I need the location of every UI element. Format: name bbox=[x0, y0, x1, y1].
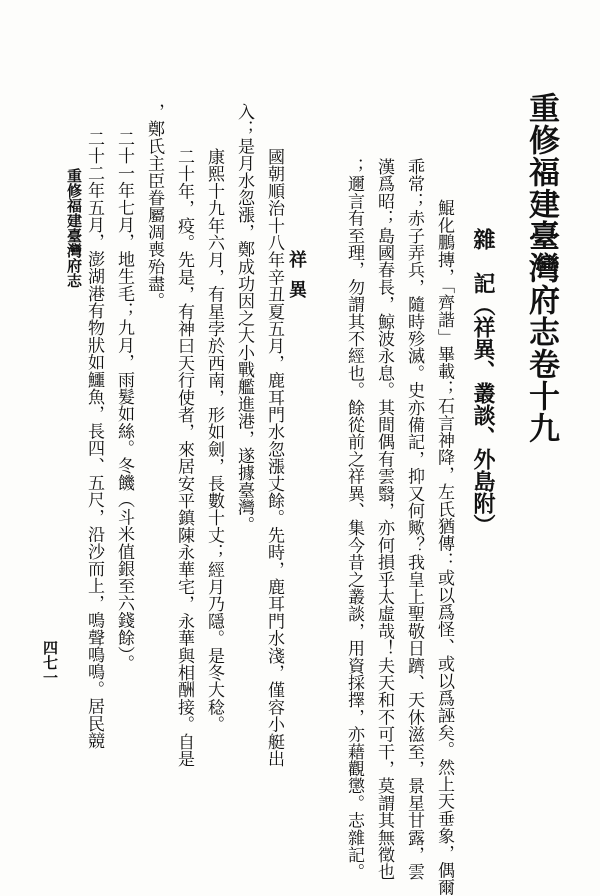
section-heading: 雜 記（祥異、叢談、外島附） bbox=[470, 228, 496, 536]
intro-column-2: 乖常；赤子弄兵，隨時殄滅。史亦備記，抑又何歟？我皇上聖敬日躋、天休滋至，景星甘露，雲 bbox=[404, 158, 424, 881]
intro-column-1: 鯤化鵬摶，「齊諧」畢載；石言神降，左氏猶傳：或以爲怪、或以爲誣矣。然上天垂象，偶爾 bbox=[434, 182, 454, 896]
entry-column-7: 二十二年五月，澎湖港有物狀如鱷魚，長四、五尺，沿沙而上，鳴聲鳴鳴。居民競 bbox=[84, 130, 104, 750]
intro-column-3: 漢爲昭；島國春長，鯨波永息。其間偶有雲翳，亦何損乎太虛哉！夫天和不可干，莫謂其無徵也 bbox=[374, 158, 394, 881]
entry-column-3: 康熙十九年六月，有星孛於西南，形如劍，長數十丈；經月乃隱。是冬大稔。 bbox=[204, 148, 224, 733]
volume-title: 重修福建臺灣府志卷十九 bbox=[523, 92, 559, 444]
entry-column-6: 二十一年七月，地生毛；九月，雨髮如絲。冬饑（斗米值銀至六錢餘）。 bbox=[114, 130, 134, 672]
margin-book-title: 重修福建臺灣府志 bbox=[65, 168, 83, 288]
subheading-auspicious-portents: 祥異 bbox=[286, 250, 307, 310]
page-number: 四七一 bbox=[41, 640, 59, 685]
intro-column-4: ；邇言有至理，勿謂其不經也。餘從前之祥異、集今昔之叢談，用資採擇，亦藉觀懲。志雜記。 bbox=[344, 158, 364, 881]
entry-column-2: 入；是月水忽漲，鄭成功因之大小戰艦進港，遂據臺灣。 bbox=[234, 103, 254, 533]
entry-column-5: ，鄭氏主臣眷屬凋喪殆盡。 bbox=[144, 103, 164, 310]
entry-column-4: 二十年，疫。先是，有神曰天行使者，來居安平鎮陳永華宅，永華與相酬接。自是 bbox=[174, 148, 194, 768]
entry-column-1: 國朝順治十八年辛丑夏五月，鹿耳門水忽漲丈餘。先時，鹿耳門水淺，僅容小艇出 bbox=[264, 148, 284, 768]
